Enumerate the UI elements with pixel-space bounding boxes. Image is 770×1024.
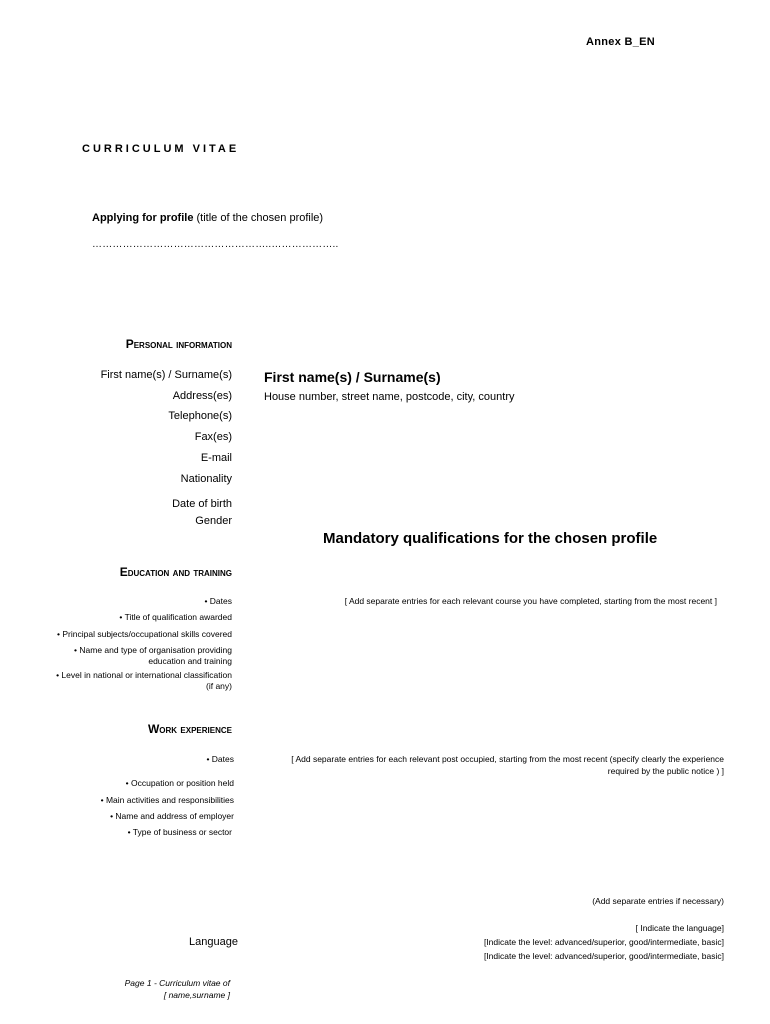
edu-label-title: • Title of qualification awarded bbox=[119, 612, 232, 622]
work-label-dates: • Dates bbox=[206, 754, 234, 764]
footer-page-line-1: Page 1 - Curriculum vitae of bbox=[124, 978, 230, 988]
value-address: House number, street name, postcode, city, country bbox=[264, 391, 515, 403]
label-email: E-mail bbox=[200, 452, 232, 464]
applying-hint: (title of the chosen profile) bbox=[196, 212, 324, 224]
work-label-employer: • Name and address of employer bbox=[110, 811, 234, 821]
label-gender: Gender bbox=[195, 515, 232, 527]
indicate-level-1: [Indicate the level: advanced/superior, good/intermediate, basic] bbox=[483, 937, 724, 947]
profile-placeholder-dots: ……………………………………………..……………….. bbox=[92, 239, 339, 250]
work-note-2: required by the public notice ) ] bbox=[607, 766, 724, 776]
edu-label-subjects: • Principal subjects/occupational skills covered bbox=[57, 629, 232, 639]
work-experience-heading: Work experience bbox=[147, 722, 232, 736]
applying-label: Applying for profile bbox=[92, 212, 194, 224]
work-label-occupation: • Occupation or position held bbox=[125, 778, 234, 788]
edu-note: [ Add separate entries for each relevant course you have completed, starting from the most recent ] bbox=[344, 596, 717, 606]
label-address: Address(es) bbox=[172, 390, 232, 402]
label-fax: Fax(es) bbox=[194, 431, 232, 443]
edu-label-level-1: • Level in national or international classification bbox=[56, 670, 232, 680]
label-telephone: Telephone(s) bbox=[168, 410, 232, 422]
add-separate-entries-note: (Add separate entries if necessary) bbox=[592, 896, 724, 906]
label-date-of-birth: Date of birth bbox=[172, 498, 232, 510]
edu-label-organisation-1: • Name and type of organisation providing bbox=[74, 645, 232, 655]
edu-label-level-2: (if any) bbox=[206, 681, 232, 691]
label-nationality: Nationality bbox=[180, 473, 232, 485]
label-name: First name(s) / Surname(s) bbox=[100, 369, 232, 381]
indicate-level-2: [Indicate the level: advanced/superior, good/intermediate, basic] bbox=[483, 951, 724, 961]
edu-label-organisation-2: education and training bbox=[148, 656, 232, 666]
work-note-1: [ Add separate entries for each relevant post occupied, starting from the most recent (specify clearly the experience bbox=[291, 754, 724, 764]
indicate-language: [ Indicate the language] bbox=[635, 923, 724, 933]
edu-label-dates: • Dates bbox=[204, 596, 232, 606]
applying-for-profile bbox=[92, 212, 323, 224]
value-name: First name(s) / Surname(s) bbox=[264, 369, 441, 385]
work-label-activities: • Main activities and responsibilities bbox=[100, 795, 234, 805]
footer-page-line-2: [ name,surname ] bbox=[163, 990, 230, 1000]
mandatory-qualifications-heading: Mandatory qualifications for the chosen profile bbox=[323, 530, 658, 547]
work-label-business: • Type of business or sector bbox=[127, 827, 232, 837]
education-training-heading: Education and training bbox=[119, 565, 232, 579]
language-label: Language bbox=[189, 936, 238, 948]
document-title: CURRICULUM VITAE bbox=[82, 143, 240, 155]
personal-information-heading: Personal information bbox=[125, 337, 232, 351]
annex-label: Annex B_EN bbox=[586, 36, 656, 48]
